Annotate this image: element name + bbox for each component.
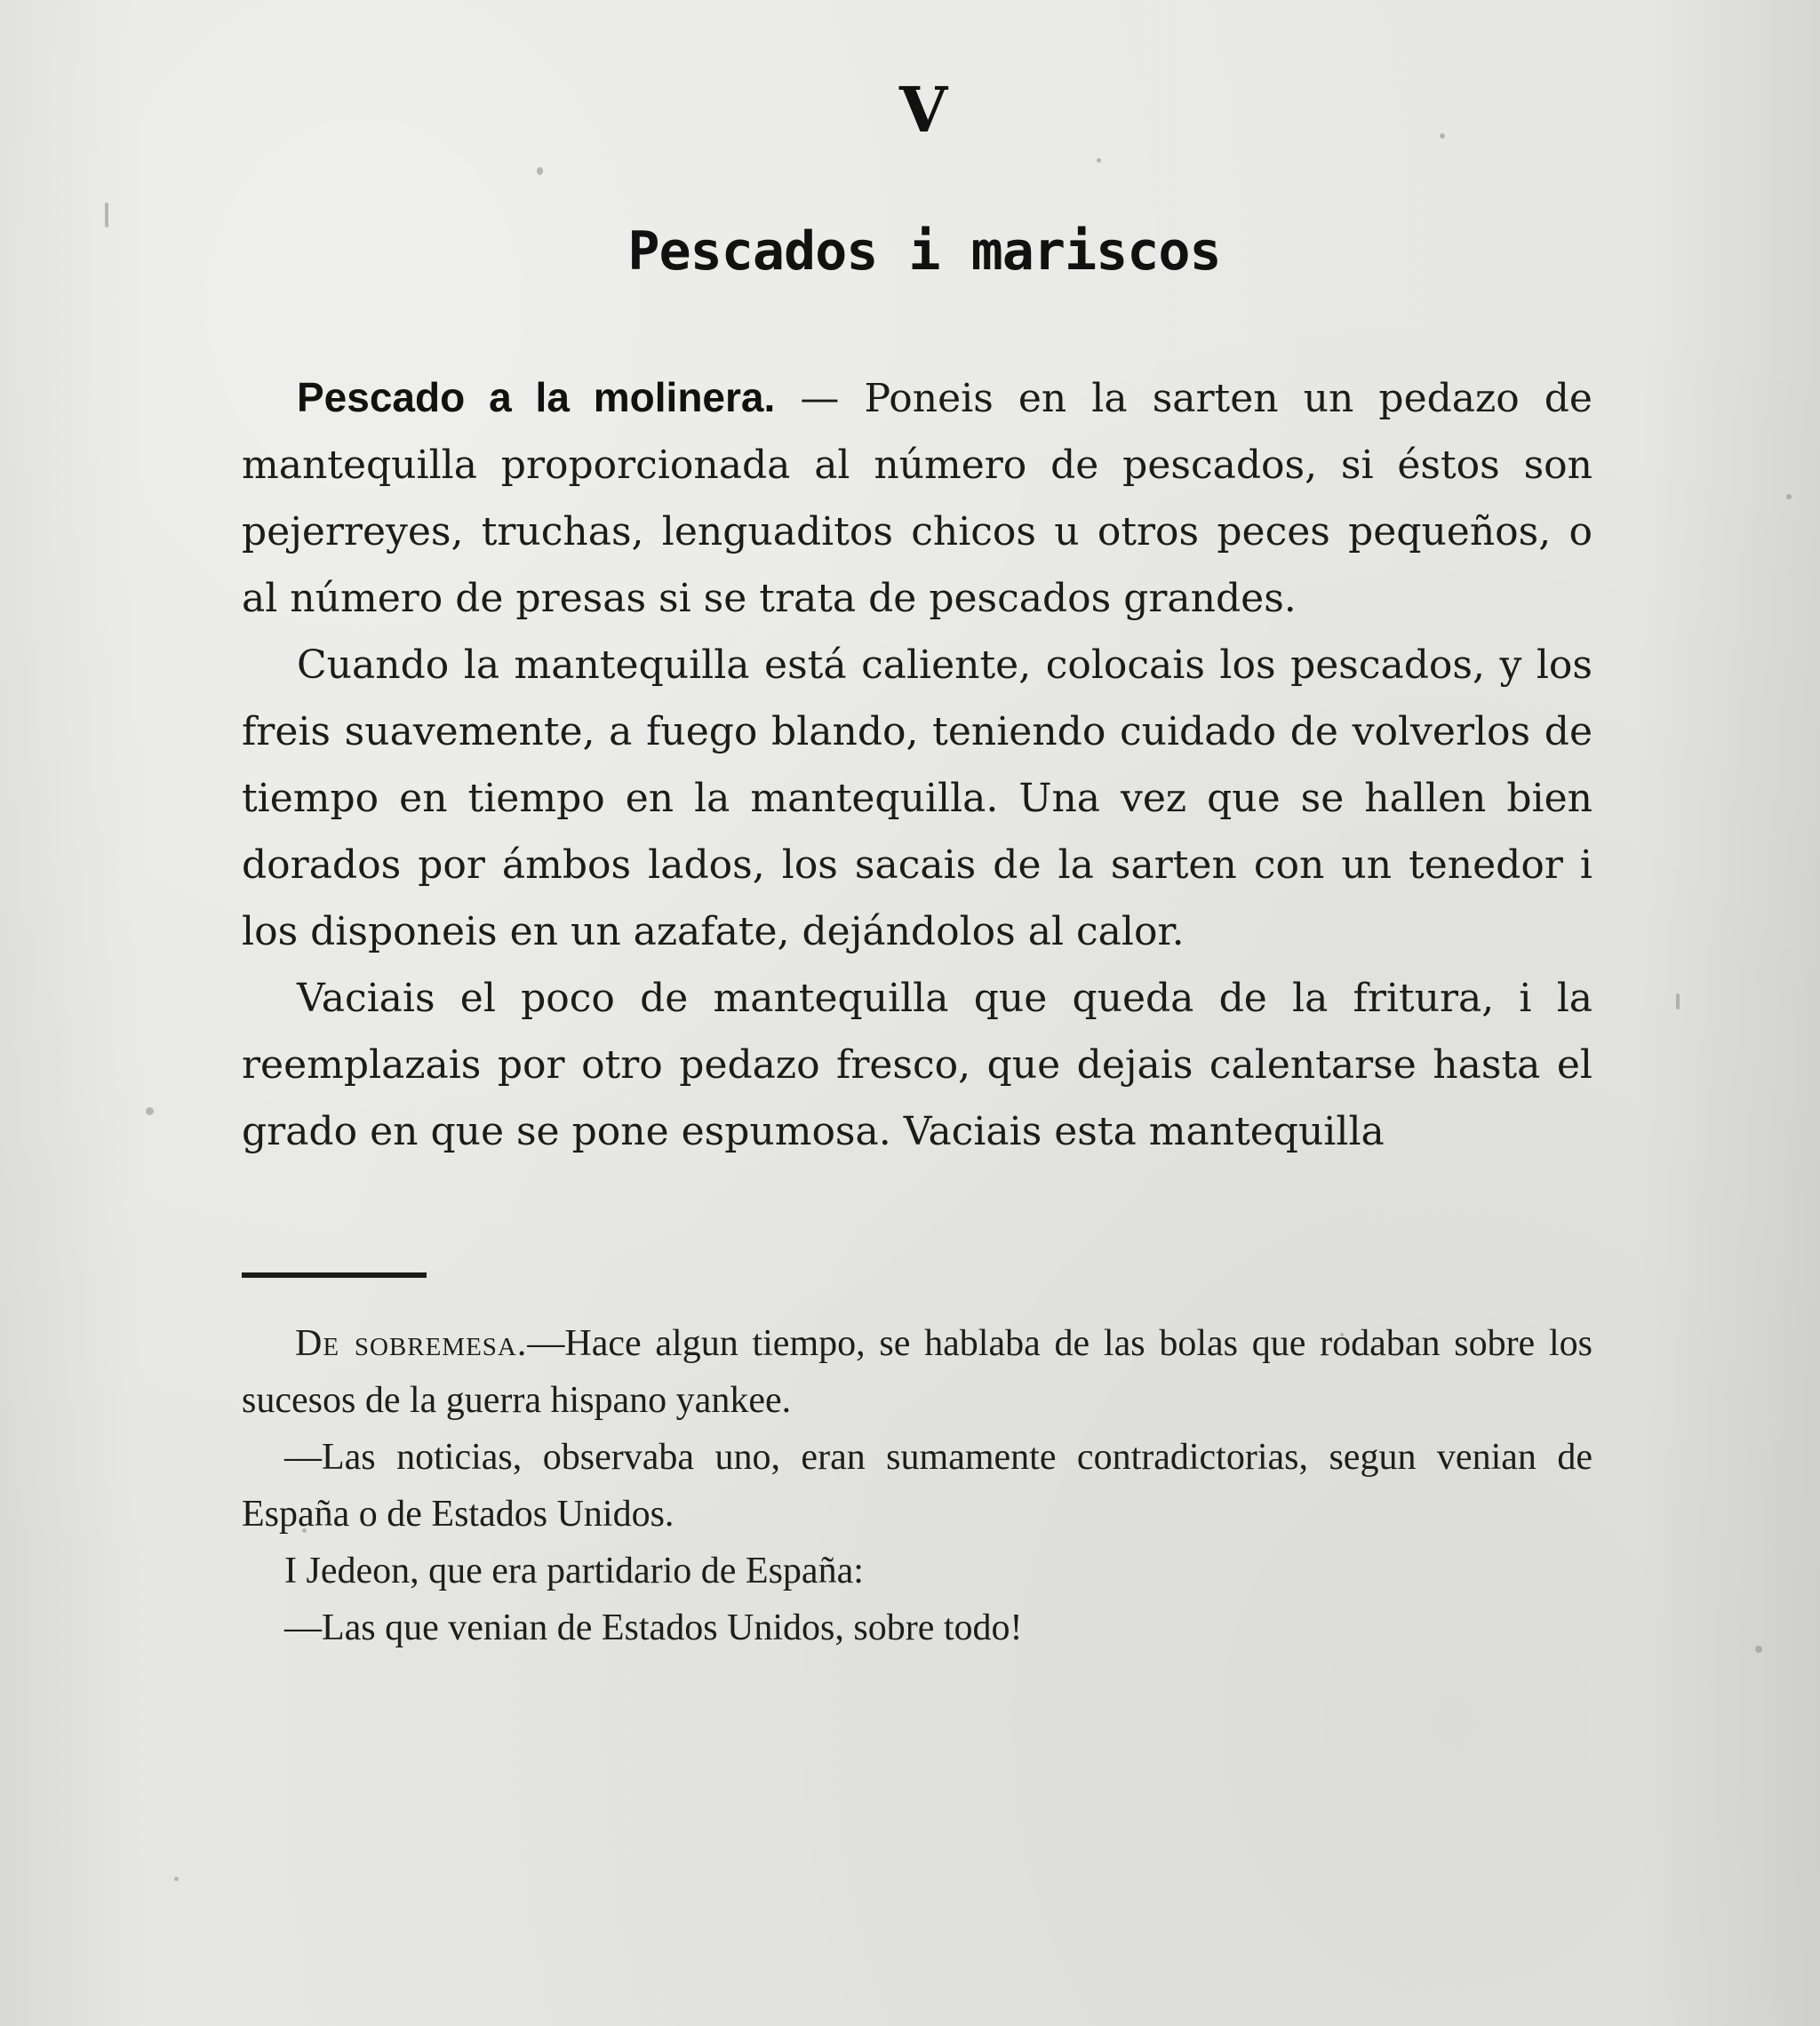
recipe-paragraph-1-text: Poneis en la sarten un pedazo de mantequilla proporcionada al número de pescados, si éstos son pejerreyes, truchas, lenguaditos chicos u otros peces pequeños, o al número de presas si se trata de pescados grandes. <box>242 376 1592 621</box>
recipe-paragraph-3: Vaciais el poco de mantequilla que queda de la fritura, i la reemplazais por otro pedazo fresco, que dejais calentarse hasta el grado en que se pone espumosa. Vaciais esta mantequilla <box>242 976 1592 1154</box>
footnote-heading: De sobremesa. <box>295 1323 528 1364</box>
speck <box>1097 158 1101 163</box>
footnote <box>242 1315 1592 1656</box>
footnote-paragraph-1-text: —Hace algun tiempo, se hablaba de las bolas que rodaban sobre los sucesos de la guerra hispano yankee. <box>242 1323 1592 1421</box>
footnote-divider <box>242 1272 427 1278</box>
chapter-number: V <box>898 73 950 147</box>
footnote-paragraph-3: I Jedeon, que era partidario de España: <box>284 1551 864 1591</box>
recipe-paragraph-1 <box>242 364 1592 632</box>
speck <box>146 1107 154 1115</box>
footnote-paragraph-2: —Las noticias, observaba uno, eran sumamente contradictorias, segun venian de España o de Estados Unidos. <box>242 1437 1592 1535</box>
footnote-paragraph-1 <box>242 1315 1592 1429</box>
footnote-paragraph-4: —Las que venian de Estados Unidos, sobre todo! <box>284 1607 1023 1648</box>
speck <box>1755 1646 1762 1653</box>
speck <box>1786 494 1792 499</box>
recipe-dash: — <box>775 376 865 421</box>
speck <box>1676 993 1680 1009</box>
chapter-title: Pescados i mariscos <box>627 220 1221 283</box>
recipe-body <box>242 364 1592 1165</box>
recipe-name: Pescado a la molinera. <box>297 374 776 420</box>
speck <box>537 167 543 175</box>
speck <box>174 1877 179 1881</box>
recipe-paragraph-2: Cuando la mantequilla está caliente, colocais los pescados, y los freis suavemente, a fuego blando, teniendo cuidado de volverlos de tiempo en tiempo en la mantequilla. Una vez que se hallen bien dorados por ámbos lados, los sacais de la sarten con un tenedor i los disponeis en un azafate, dejándolos al calor. <box>242 642 1592 954</box>
